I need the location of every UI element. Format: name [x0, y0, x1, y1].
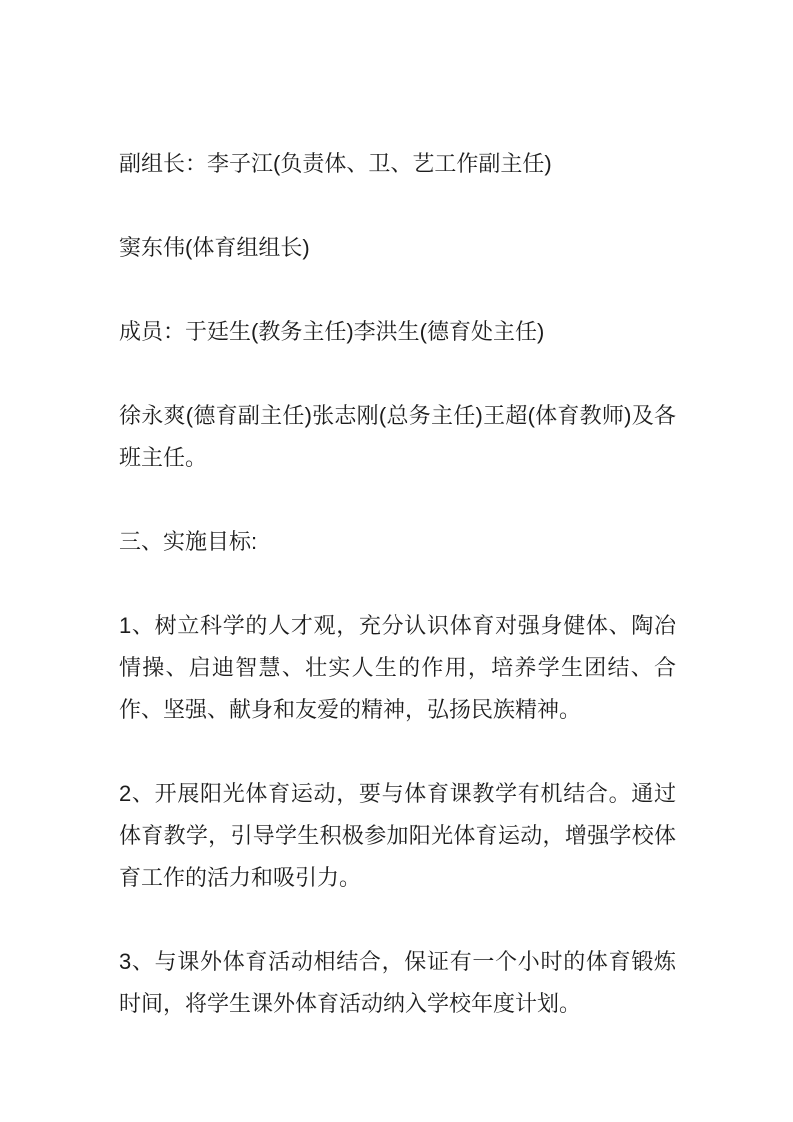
document-body	[119, 143, 676, 1025]
paragraph: 2、开展阳光体育运动，要与体育课教学有机结合。通过体育教学，引导学生积极参加阳光体育运动，增强学校体育工作的活力和吸引力。	[119, 781, 676, 890]
paragraph: 成员：于廷生(教务主任)李洪生(德育处主任)	[119, 319, 545, 344]
paragraph: 三、实施目标:	[119, 529, 258, 554]
paragraph: 副组长：李子江(负责体、卫、艺工作副主任)	[119, 151, 552, 176]
paragraph: 窦东伟(体育组组长)	[119, 235, 310, 260]
paragraph: 徐永爽(德育副主任)张志刚(总务主任)王超(体育教师)及各班主任。	[119, 403, 676, 470]
paragraph: 1、树立科学的人才观，充分认识体育对强身健体、陶冶情操、启迪智慧、壮实人生的作用，培养学生团结、合作、坚强、献身和友爱的精神，弘扬民族精神。	[119, 613, 676, 722]
paragraph: 3、与课外体育活动相结合，保证有一个小时的体育锻炼时间，将学生课外体育活动纳入学校年度计划。	[119, 949, 676, 1016]
